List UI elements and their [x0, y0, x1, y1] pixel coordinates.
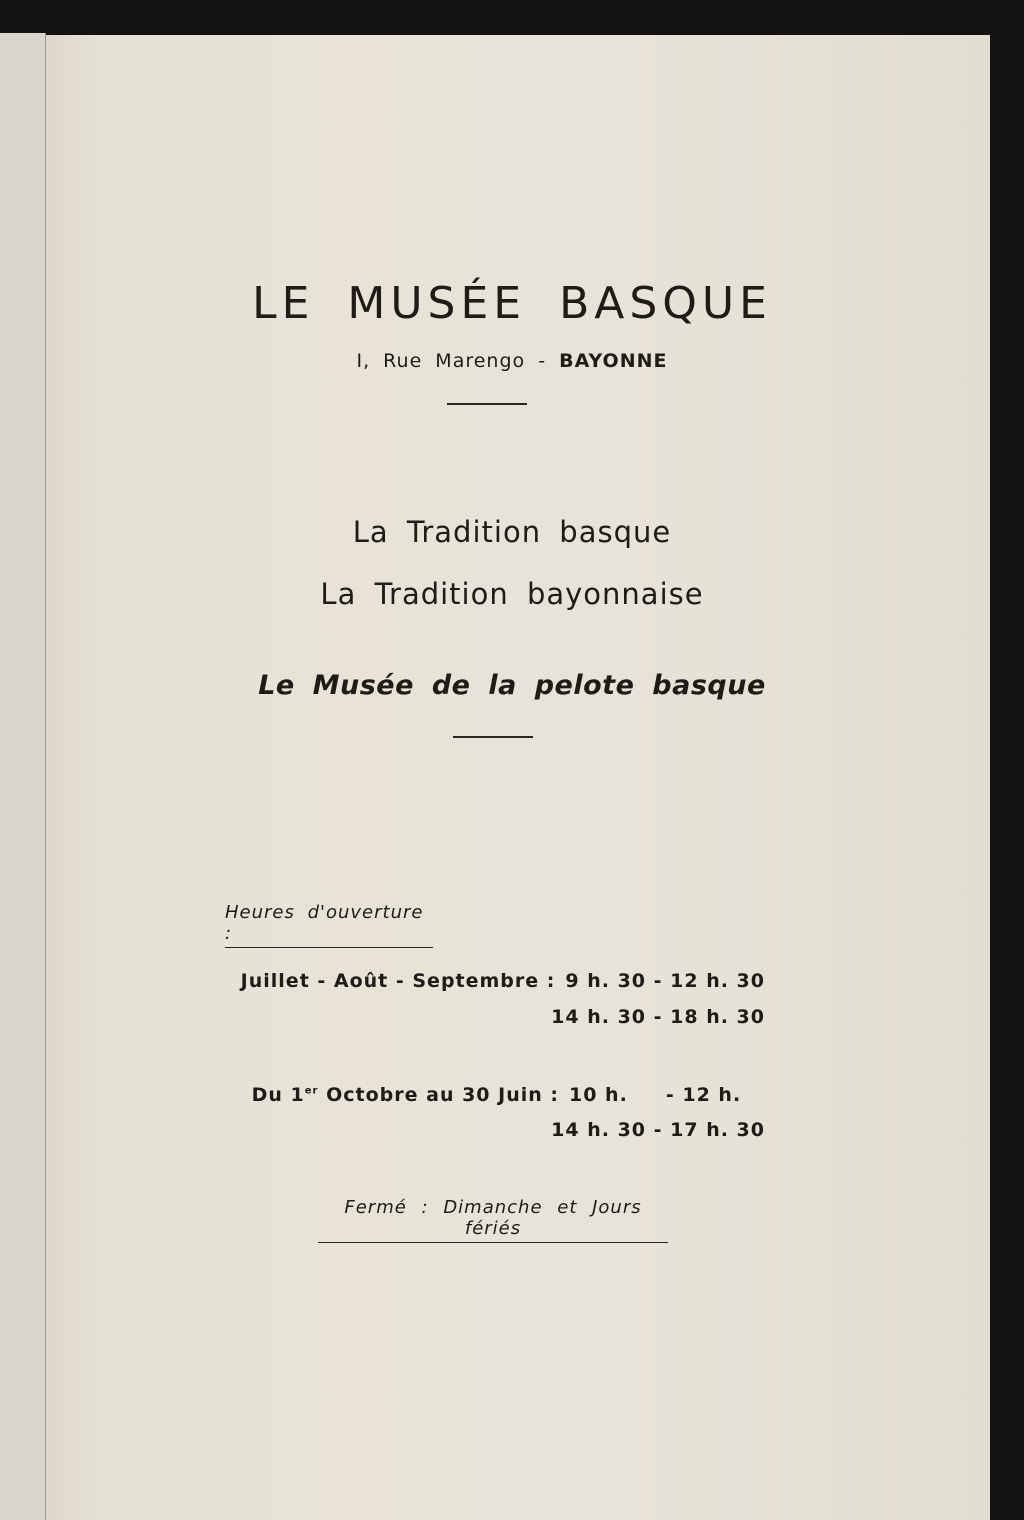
summer-morning: 9 h. 30 - 12 h. 30	[565, 970, 765, 992]
winter-afternoon: 14 h. 30 - 17 h. 30	[551, 1119, 765, 1141]
left-page-edge	[0, 33, 46, 1520]
divider	[453, 736, 533, 738]
opening-hours-heading: Heures d'ouverture :	[225, 902, 433, 948]
street: I, Rue Marengo -	[356, 350, 547, 372]
tradition-bayonnaise: La Tradition bayonnaise	[320, 577, 704, 611]
summer-afternoon: 14 h. 30 - 18 h. 30	[551, 1006, 765, 1028]
winter-label	[252, 1084, 559, 1106]
document-page	[46, 35, 990, 1520]
winter-morning: 10 h. - 12 h.	[569, 1084, 742, 1106]
closed-days: Fermé : Dimanche et Jours fériés	[318, 1197, 668, 1243]
pelote-museum: Le Musée de la pelote basque	[258, 670, 766, 701]
divider	[447, 403, 527, 405]
winter-label-suffix: Octobre au 30 Juin :	[318, 1084, 559, 1106]
winter-hours-row	[252, 1084, 765, 1106]
address	[0, 350, 1024, 372]
city: BAYONNE	[559, 350, 668, 372]
winter-label-sup: er	[304, 1085, 319, 1097]
winter-label-prefix: Du 1	[251, 1084, 305, 1106]
summer-hours-row	[241, 970, 765, 992]
museum-title: LE MUSÉE BASQUE	[252, 278, 772, 329]
tradition-basque: La Tradition basque	[352, 515, 672, 549]
summer-label: Juillet - Août - Septembre :	[240, 970, 556, 992]
